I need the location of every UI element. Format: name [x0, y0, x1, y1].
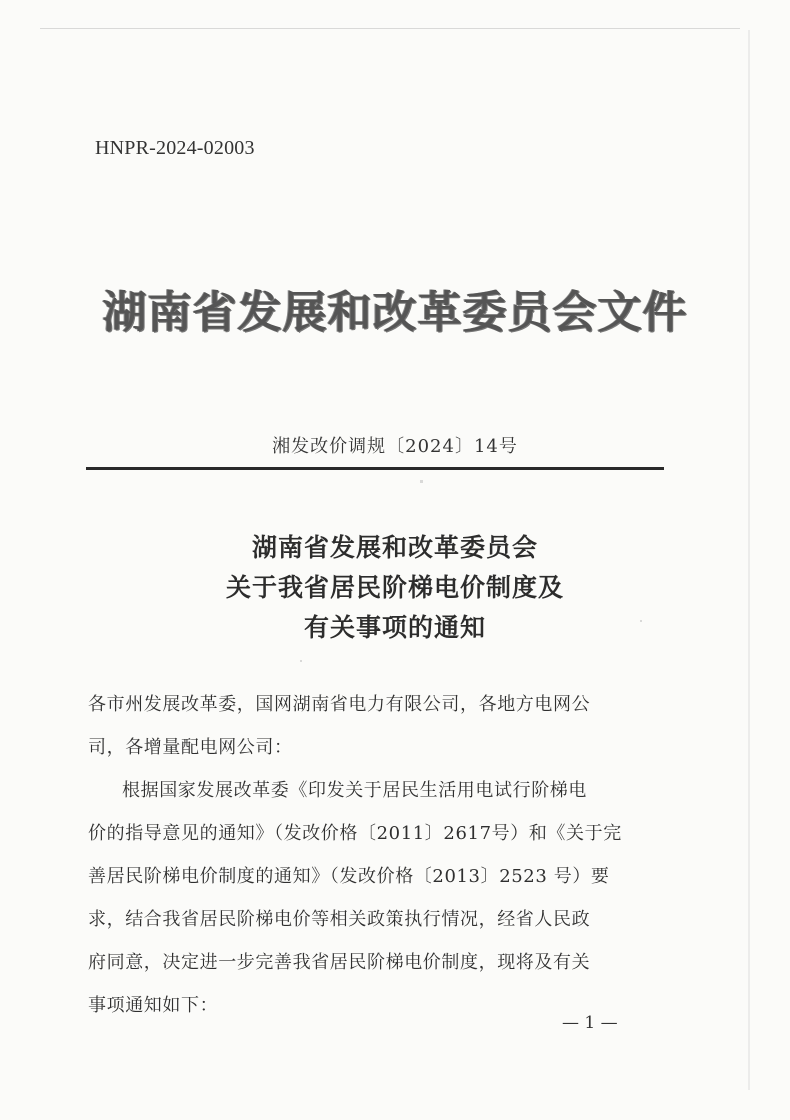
page-number: — 1 —: [562, 1013, 618, 1033]
body-paragraph-line: 善居民阶梯电价制度的通知》（发改价格〔2013〕2523 号）要: [88, 866, 610, 887]
body-paragraph-line: 求，结合我省居民阶梯电价等相关政策执行情况，经省人民政: [88, 909, 591, 930]
body-paragraph-line: 根据国家发展改革委《印发关于居民生活用电试行阶梯电: [122, 780, 587, 801]
notice-title-line-3: 有关事项的通知: [303, 613, 486, 642]
body-paragraph-line: 事项通知如下：: [88, 995, 219, 1016]
issuing-organization-title: 湖南省发展和改革委员会文件: [102, 287, 688, 338]
addressee-line-1: 各市州发展改革委，国网湖南省电力有限公司，各地方电网公: [88, 694, 591, 715]
file-number: 湘发改价调规〔2024〕14号: [272, 436, 518, 457]
body-paragraph-line: 价的指导意见的通知》（发改价格〔2011〕2617号）和《关于完: [88, 823, 622, 844]
notice-title-line-2: 关于我省居民阶梯电价制度及: [225, 573, 564, 602]
scan-artifact: [40, 28, 740, 29]
scan-artifact: [300, 660, 302, 662]
document-code: HNPR-2024-02003: [95, 137, 255, 159]
body-paragraph-line: 府同意，决定进一步完善我省居民阶梯电价制度，现将及有关: [88, 952, 591, 973]
notice-title-line-1: 湖南省发展和改革委员会: [251, 533, 538, 562]
header-divider: [86, 467, 664, 470]
scan-artifact: [420, 480, 423, 483]
addressee-line-2: 司，各增量配电网公司：: [88, 737, 293, 758]
